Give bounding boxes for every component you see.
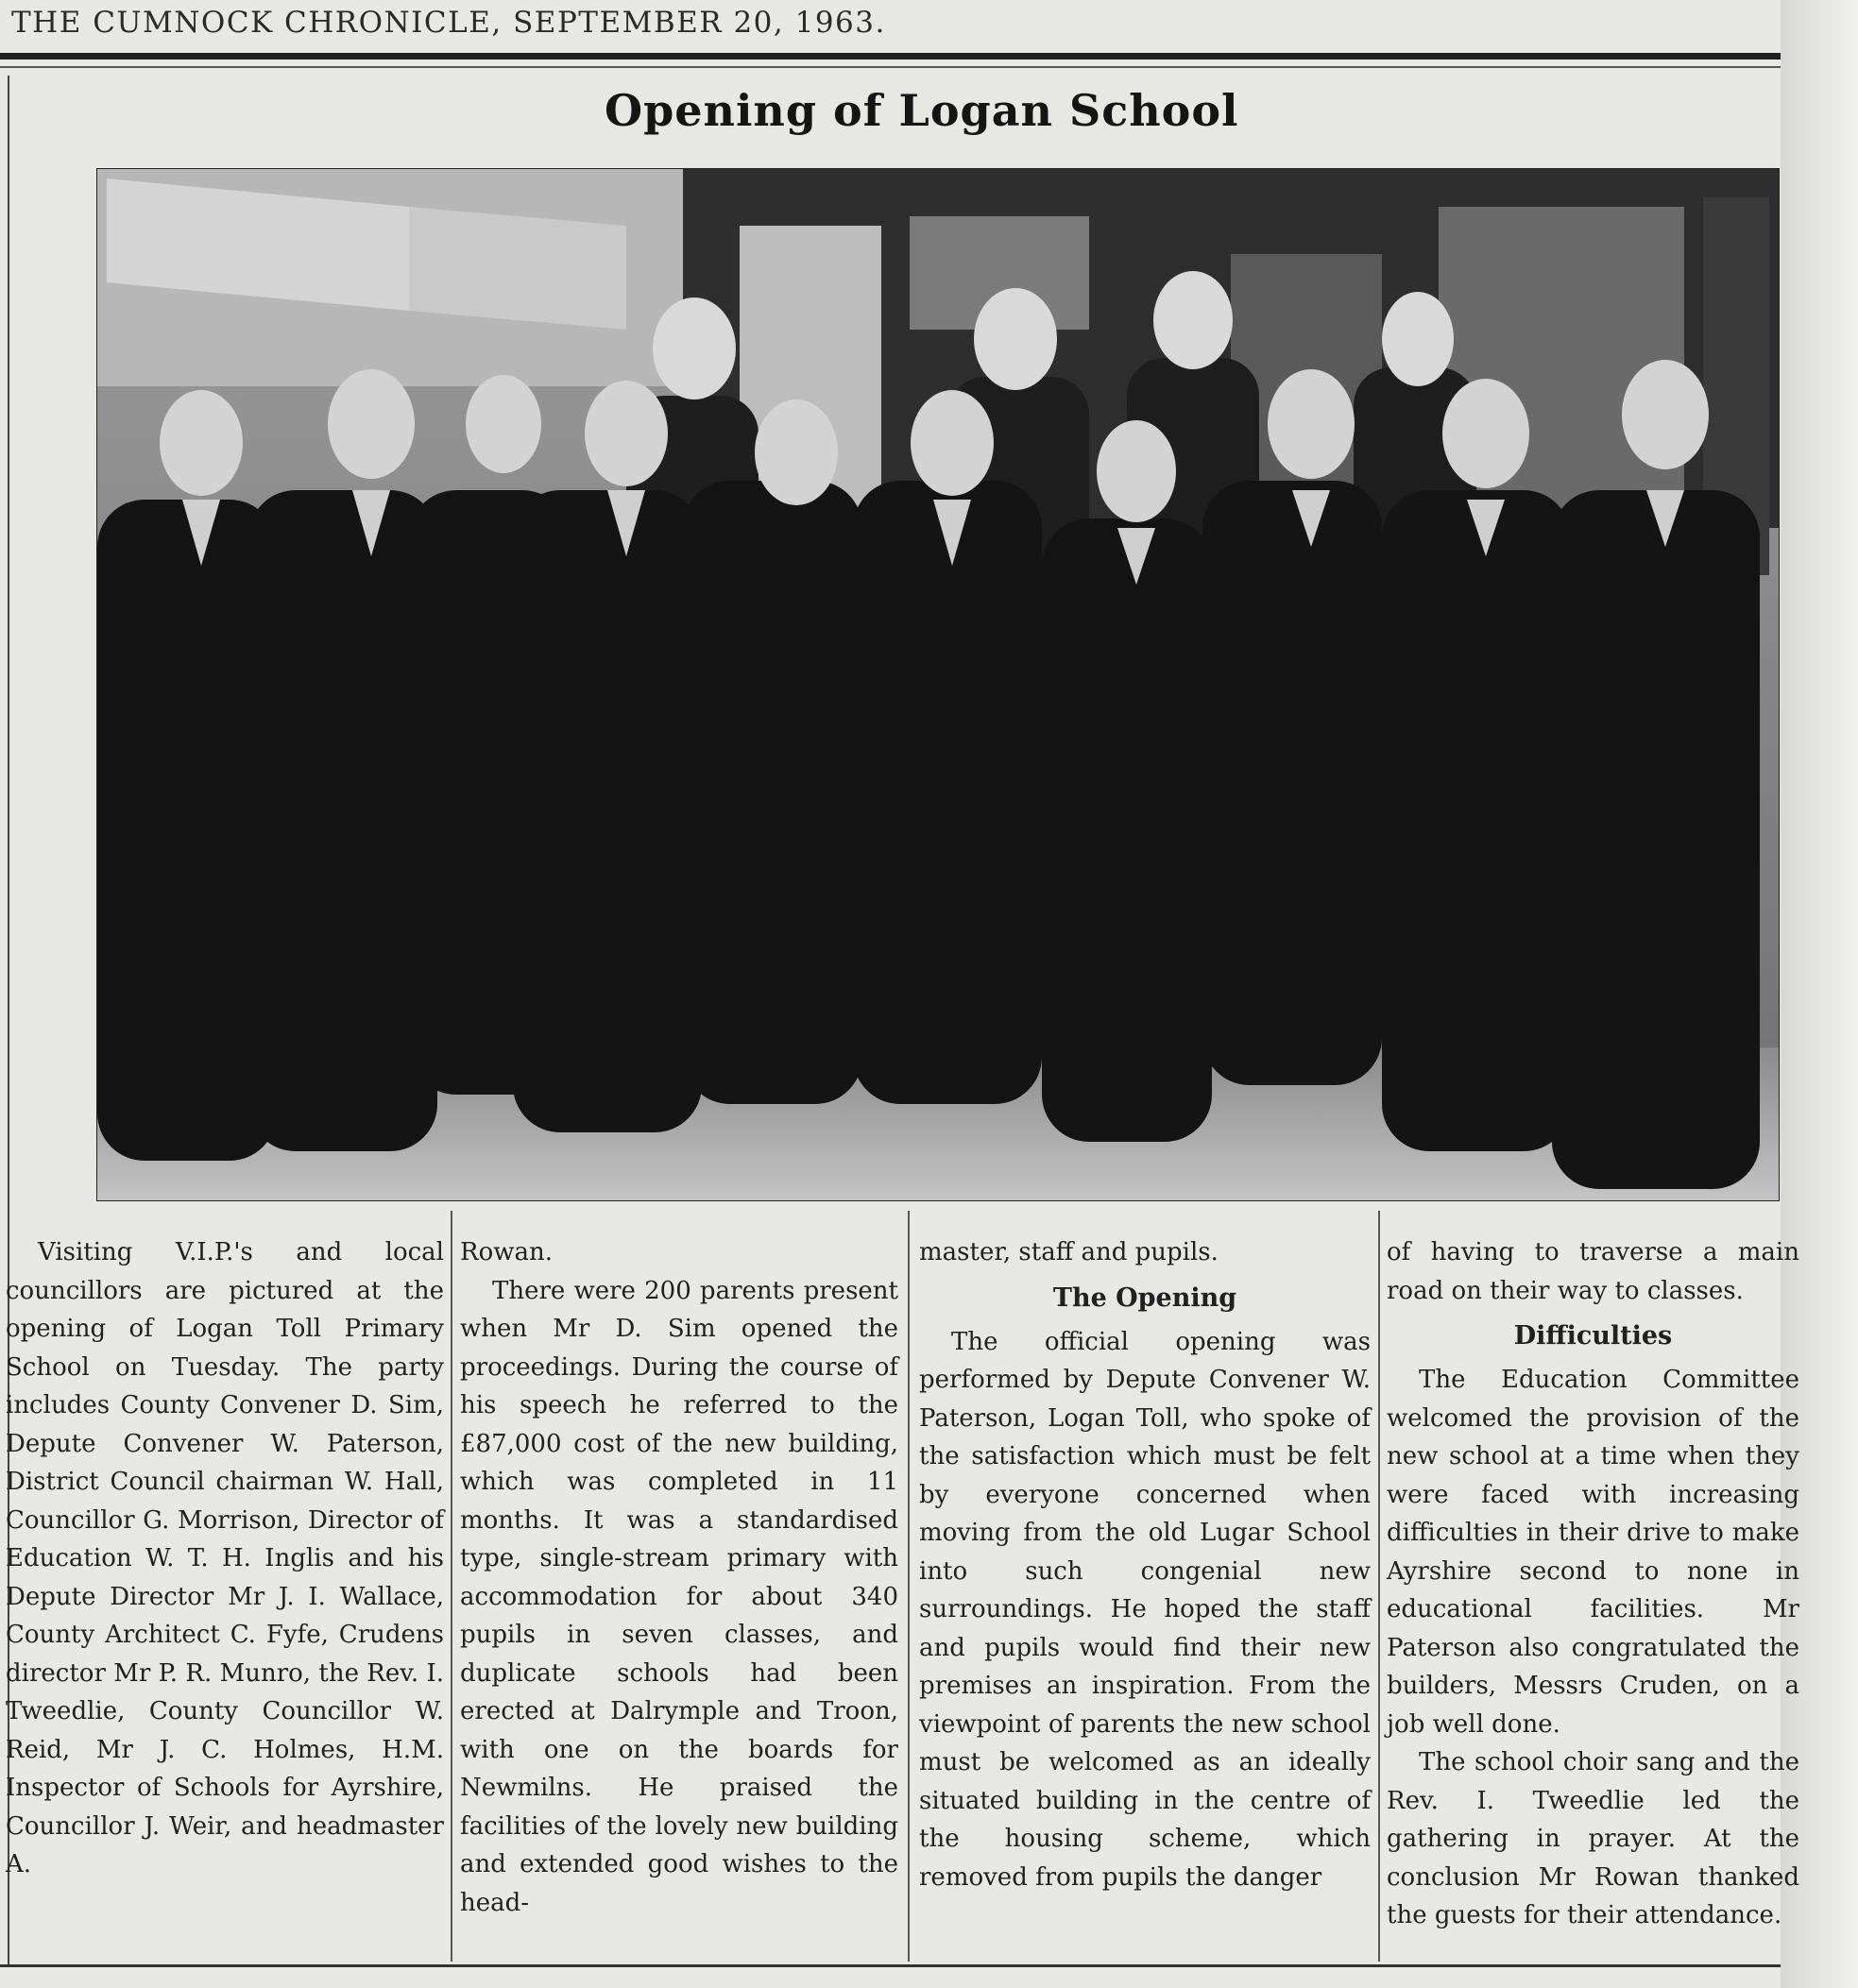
masthead-rule-thin (0, 66, 1781, 68)
paragraph: Visiting V.I.P.'s and local councillors are pictured at the opening of Logan Toll Primary School on Tuesday. The party includes County Convener D. Sim, Depute Convener W. Paterson, District Council chairman W. Hall, Councillor G. Morrison, Director of Education W. T. H. Inglis and his Depute Director Mr J. I. Wallace, County Architect C. Fyfe, Crudens director Mr P. R. Munro, the Rev. I. Tweedlie, County Councillor W. Reid, Mr J. C. Holmes, H.M. Inspector of Schools for Ayrshire, Councillor J. Weir, and headmaster A. (6, 1238, 444, 1878)
column-rule-2 (908, 1211, 910, 1962)
article-column-1 (6, 1233, 444, 1961)
article-column-2 (460, 1233, 898, 1961)
group-photograph (96, 168, 1780, 1201)
newspaper-masthead: THE CUMNOCK CHRONICLE, SEPTEMBER 20, 1963. (11, 6, 886, 40)
paragraph: of having to traverse a main road on their way to classes. (1387, 1238, 1799, 1305)
subheading-the-opening: The Opening (1052, 1283, 1237, 1313)
article-column-3 (919, 1233, 1371, 1961)
masthead-rule (0, 53, 1781, 59)
paragraph: The school choir sang and the Rev. I. Tweedlie led the gathering in prayer. At the conclusion Mr Rowan thanked the guests for their attendance. (1387, 1748, 1799, 1929)
paragraph: The Education Committee welcomed the provision of the new school at a time when they were faced with increasing difficulties in their drive to make Ayrshire second to none in educational facilities. Mr Paterson also congratulated the builders, Messrs Cruden, on a job well done. (1387, 1366, 1799, 1739)
paragraph: The official opening was performed by Depute Convener W. Paterson, Logan Toll, who spoke of the satisfaction which must be felt by everyone concerned when moving from the old Lugar School into such congenial new surroundings. He hoped the staff and pupils would find their new premises an inspiration. From the viewpoint of parents the new school must be welcomed as an ideally situated building in the centre of the housing scheme, which removed from pupils the danger (919, 1327, 1371, 1892)
article-headline: Opening of Logan School (605, 85, 1239, 136)
paragraph: Rowan. (460, 1238, 553, 1266)
bottom-rule (0, 1964, 1781, 1967)
paragraph: There were 200 parents present when Mr D. Sim opened the proceedings. During the course of his speech he referred to the £87,000 cost of the new building, which was completed in 11 months. It was a standardised type, single-stream primary with accommodation for about 340 pupils in seven classes, and duplicate schools had been erected at Dalrymple and Troon, with one on the boards for Newmilns. He praised the facilities of the lovely new building and extended good wishes to the head- (460, 1276, 898, 1917)
column-rule-1 (451, 1211, 452, 1962)
column-rule-3 (1378, 1211, 1380, 1962)
paragraph: master, staff and pupils. (919, 1238, 1219, 1266)
subheading-difficulties: Difficulties (1513, 1321, 1673, 1351)
article-column-4 (1387, 1233, 1799, 1961)
